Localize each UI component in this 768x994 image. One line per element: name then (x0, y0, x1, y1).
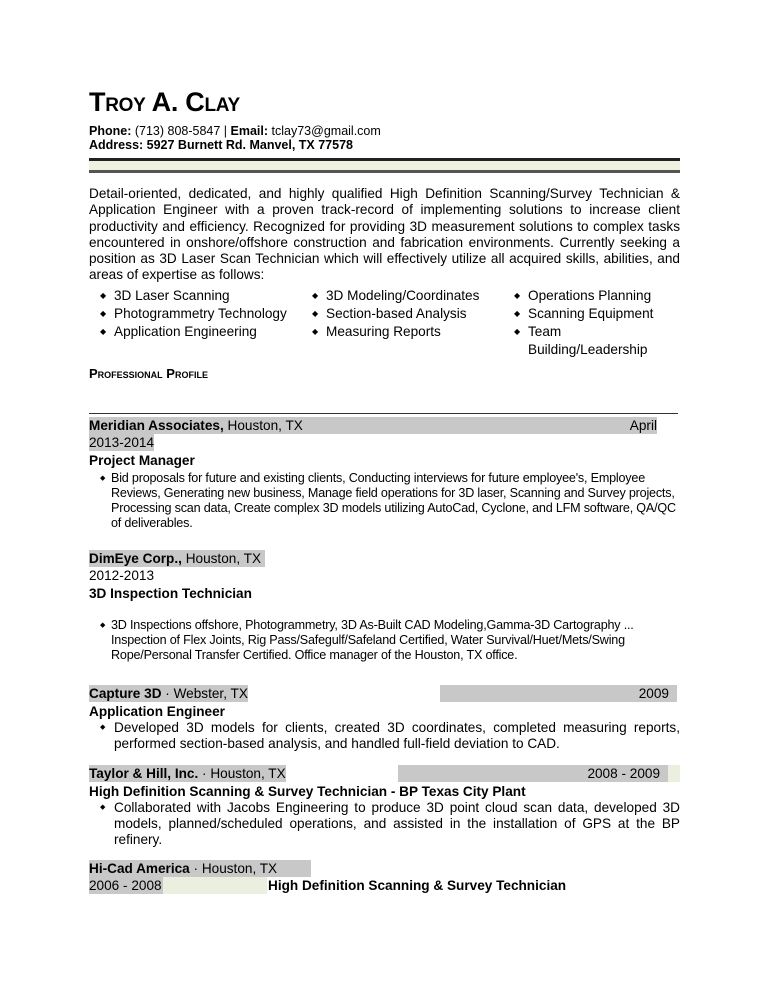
job-title: High Definition Scanning & Survey Technician (268, 877, 567, 893)
contact-info: Phone: (713) 808-5847 | Email: tclay73@gmail.com Address: 5927 Burnett Rd. Manvel, TX 77578 (89, 124, 381, 152)
skills-col-2: ◆ 3D Modeling/Coordinates ◆ Section-based Analysis ◆ Measuring Reports (312, 287, 514, 359)
job-date: 2012-2013 (89, 567, 155, 583)
job-bullet: ◆ Collaborated with Jacobs Engineering to produce 3D point cloud scan data, developed 3D models, planned/scheduled operations, and assisted in the installation of GPS at the BP refinery. (100, 800, 680, 848)
skills-col-1: ◆ 3D Laser Scanning ◆ Photogrammetry Technology ◆ Application Engineering (100, 287, 312, 359)
job-header: Capture 3D · Webster, TX 2009 (89, 685, 677, 702)
candidate-name: Troy A. Clay (89, 87, 240, 117)
job-date: 2009 (440, 685, 677, 702)
section-title: Professional Profile (89, 365, 208, 381)
job-header: Hi-Cad America · Houston, TX (89, 860, 311, 877)
job-date: 2006 - 2008 (89, 877, 162, 893)
address: Address: 5927 Burnett Rd. Manvel, TX 77578 (89, 138, 353, 152)
divider-band (89, 161, 680, 170)
resume-page (89, 0, 680, 894)
job-date: 2008 - 2009 (398, 765, 668, 782)
job-date: April (629, 417, 657, 433)
job-title: 3D Inspection Technician (89, 585, 252, 601)
job-header: DimEye Corp., Houston, TX (89, 550, 265, 567)
email: tclay73@gmail.com (271, 124, 381, 138)
job-bullet: ◆ Bid proposals for future and existing clients, Conducting interviews for future employee's, Employee Reviews, Generating new business, Manage field operations for 3D laser, Scanning and Survey projects, Processing scan data, Create complex 3D models utilizing AutoCad, Cyclone, and LFM software, QA/QC of deliverables. (100, 471, 680, 531)
summary: Detail-oriented, dedicated, and highly qualified High Definition Scanning/Survey Technician & Application Engineer with a proven track-record of implementing solutions to increase client productivity and efficiency. Recognized for providing 3D measurement solutions to complex tasks encountered in onshore/offshore construction and fabrication environments. Currently seeking a position as 3D Laser Scan Technician which will effectively utilize all acquired skills, abilities, and areas of expertise as follows: (89, 186, 680, 283)
skills-list (100, 287, 680, 359)
job-date: 2013-2014 (89, 434, 155, 450)
job-title: Project Manager (89, 452, 195, 468)
job-bullet: ◆ 3D Inspections offshore, Photogrammetry, 3D As-Built CAD Modeling,Gamma-3D Cartography ... Inspection of Flex Joints, Rig Pass/Safegulf/Safeland Certified, Water Survival/Huet/Mets/Swing Rope/Personal Transfer Certified. Office manager of the Houston, TX office. (100, 618, 680, 663)
job-date-title-row (89, 877, 680, 894)
skills-col-3: ◆ Operations Planning ◆ Scanning Equipment ◆ Team Building/Leadership (514, 287, 674, 359)
job-title: High Definition Scanning & Survey Technician - BP Texas City Plant (89, 783, 526, 799)
highlight (163, 877, 267, 894)
divider (89, 170, 680, 173)
phone: (713) 808-5847 | (134, 124, 228, 138)
job-title: Application Engineer (89, 703, 225, 719)
job-bullet: ◆ Developed 3D models for clients, created 3D coordinates, completed measuring reports, performed section-based analysis, and handled full-field deviation to CAD. (100, 720, 680, 752)
job-header: Meridian Associates, Houston, TX April (89, 417, 657, 433)
highlight (668, 765, 680, 782)
job-header: Taylor & Hill, Inc. · Houston, TX 2008 - 2009 (89, 765, 680, 782)
divider (89, 413, 678, 414)
